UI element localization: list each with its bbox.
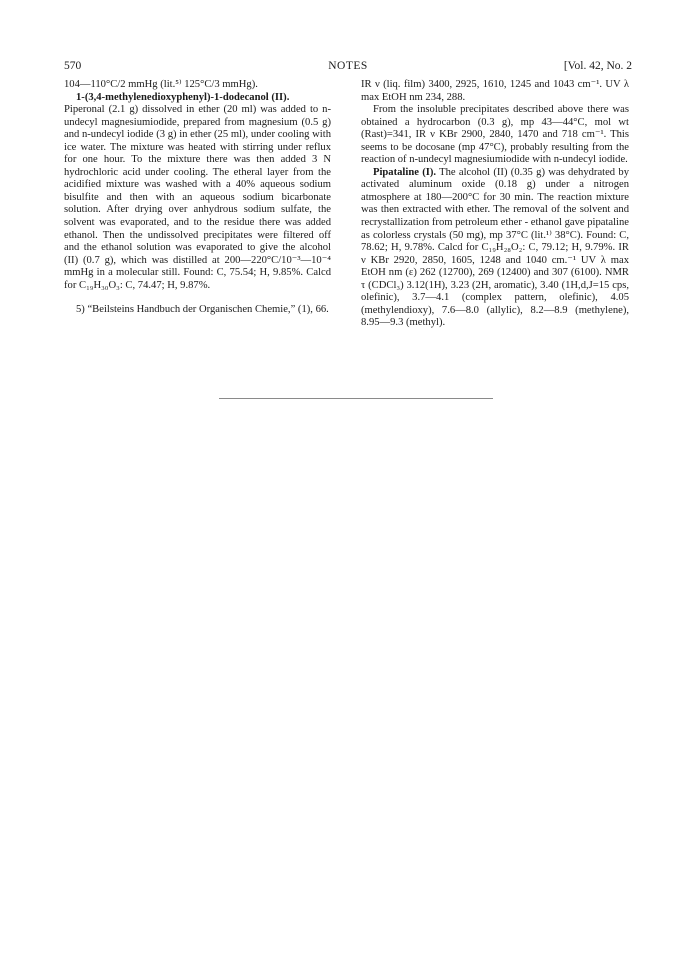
running-header (64, 60, 632, 76)
footnote: 5) “Beilsteins Handbuch der Organischen Chemie,” (1), 66. (76, 304, 329, 316)
right-column (361, 79, 629, 330)
footnote-spacer (64, 292, 331, 304)
compound-heading: 1-(3,4-methylenedioxyphenyl)-1-dodecanol (II). (76, 91, 290, 103)
left-column (64, 79, 331, 317)
end-rule (219, 398, 493, 399)
body-paragraph: Piperonal (2.1 g) dissolved in ether (20 ml) was added to n-undecyl magnesiumiodide, prepared from magnesium (0.5 g) and n-undecyl iodide (3 g) in ether (25 ml), under cooling with ice water. The mixture was heated with stirring under reflux for one hour. To the mixture there was then added 3 N hydrochloric acid under cooling. The etheral layer from the acidified mixture was washed with a 40% aqueous sodium bisulfite and then with an aqueous sodium bicarbonate solution. After drying over anhydrous sodium sulfate, the solvent was evaporated, and to the residue there was added ethanol. Then the undissolved precipitates were filtered off and the ethanol solution was evaporated to give the alcohol (II) (0.7 g), which was distilled at 200—220°C/10⁻³—10⁻⁴ mmHg in a molecular still. Found: C, 75.54; H, 9.85%. Calcd for C₁₉H₃₀O₃: C, 74.47; H, 9.87%. (64, 104, 331, 291)
journal-section-title: NOTES (328, 60, 368, 72)
section-heading-alcohol (64, 92, 331, 105)
body-paragraph: From the insoluble precipitates described above there was obtained a hydrocarbon (0.3 g), mp 43—44°C, mol wt (Rast)=341, IR ν KBr 2900, 2840, 1470 and 718 cm⁻¹. This seems to be docosane (mp 47°C), probably resulting from the reaction of n-undecyl magnesiumiodide with n-undecyl iodide. (361, 104, 629, 166)
volume-info: [Vol. 42, No. 2 (563, 60, 632, 72)
pipataline-text: The alcohol (II) (0.35 g) was dehydrated by activated aluminum oxide (0.18 g) under a nitrogen atmosphere at 180—200°C for 30 min. The reaction mixture was then extracted with ether. The removal of the solvent and recrystallization from petroleum ether - ethanol gave pipataline as colorless crystals (50 mg), mp 37°C (lit.¹⁾ 38°C). Found: C, 78.62; H, 9.78%. Calcd for C₁₉H₂₈O₂: C, 79.12; H, 9.79%. IR ν KBr 2920, 2850, 1605, 1248 and 1040 cm.⁻¹ UV λ max EtOH nm (ε) 262 (12700), 269 (12400) and 307 (6100). NMR τ (CDCl₃) 3.12(1H), 3.23 (2H, aromatic), 3.40 (1H,d,J=15 cps, olefinic), 3.7—4.1 (complex pattern, olefinic), 4.05 (methylendioxy), 7.6—8.0 (allylic), 8.2—8.9 (methylene), 8.95—9.3 (methyl). (361, 166, 629, 329)
spectra-line: IR ν (liq. film) 3400, 2925, 1610, 1245 and 1043 cm⁻¹. UV λ max EtOH nm 234, 288. (361, 79, 629, 103)
continued-line: 104—110°C/2 mmHg (lit.⁵⁾ 125°C/3 mmHg). (64, 79, 258, 90)
page-number: 570 (64, 60, 82, 72)
compound-heading: Pipataline (I). (373, 166, 437, 178)
pipataline-paragraph (361, 167, 629, 330)
